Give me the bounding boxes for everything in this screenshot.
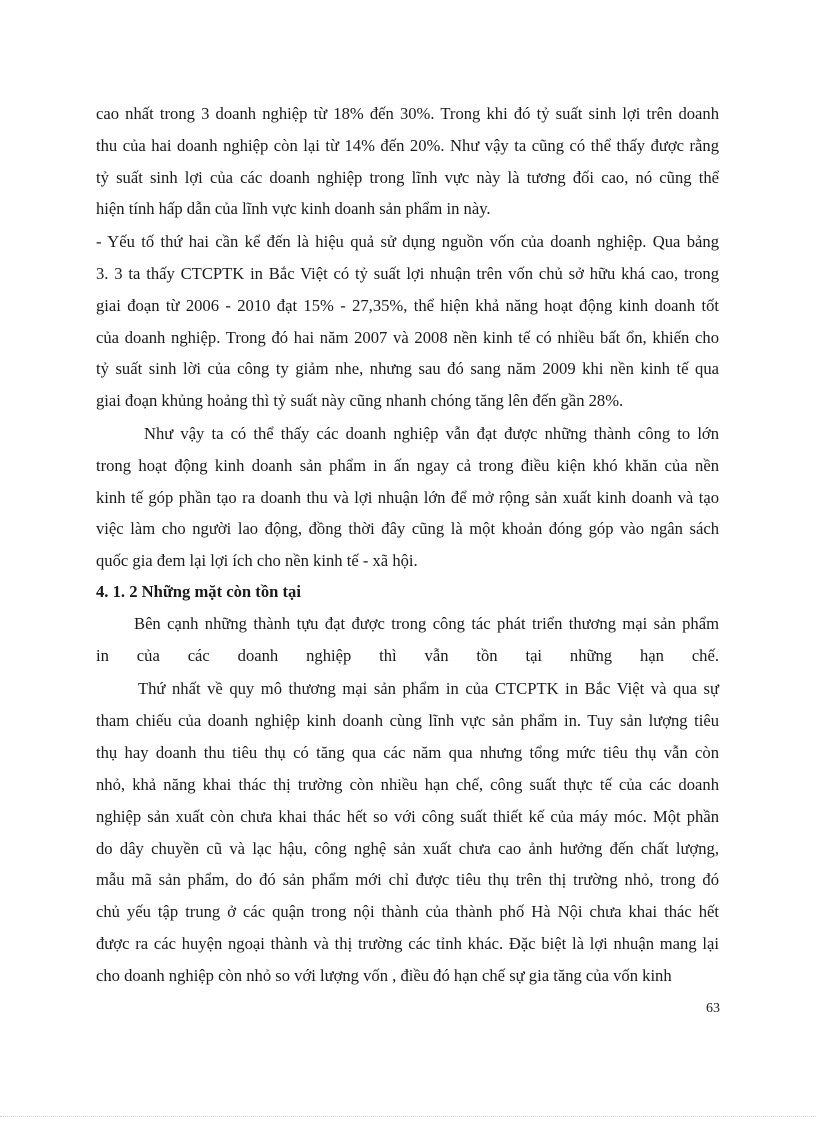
text-line: - Yếu tố thứ hai cần kể đến là hiệu quả sử dụng nguồn vốn của doanh nghiệp. Qua bảng	[96, 232, 719, 251]
text-line: giai đoạn từ 2006 - 2010 đạt 15% - 27,35%, thể hiện khả năng hoạt động kinh doanh tốt	[96, 296, 719, 315]
text-line: do dây chuyền cũ và lạc hậu, công nghệ sản xuất chưa cao ảnh hưởng đến chất lượng,	[96, 839, 719, 858]
section-heading: 4. 1. 2 Những mặt còn tồn tại	[96, 582, 301, 601]
page-bottom-divider	[0, 1116, 816, 1117]
text-line: việc làm cho người lao động, đồng thời đây cũng là một khoản đóng góp vào ngân sách	[96, 519, 719, 538]
text-line: giai đoạn khủng hoảng thì tỷ suất này cũng nhanh chóng tăng lên đến gần 28%.	[96, 391, 624, 410]
text-line: được ra các huyện ngoại thành và thị trường các tỉnh khác. Đặc biệt là lợi nhuận mang lại	[96, 934, 719, 953]
page-number: 63	[706, 1001, 720, 1016]
text-line: nhỏ, khả năng khai thác thị trường còn nhiều hạn chế, công suất thực tế của các doanh	[96, 775, 719, 794]
text-line: trong hoạt động kinh doanh sản phẩm in ấn ngay cả trong điều kiện khó khăn của nền	[96, 456, 719, 475]
text-line: tỷ suất sinh lời của công ty giảm nhe, nhưng sau đó sang năm 2009 khi nền kinh tế qua	[96, 359, 719, 378]
text-line: kinh tế góp phần tạo ra doanh thu và lợi nhuận lớn để mở rộng sản xuất kinh doanh và tạo	[96, 488, 719, 507]
text-line: mẫu mã sản phẩm, do đó sản phẩm mới chỉ được tiêu thụ trên thị trường nhỏ, trong đó	[96, 870, 719, 889]
text-line: Bên cạnh những thành tựu đạt được trong công tác phát triển thương mại sản phẩm	[134, 614, 719, 633]
text-line: cao nhất trong 3 doanh nghiệp từ 18% đến 30%. Trong khi đó tỷ suất sinh lợi trên doanh	[96, 104, 719, 123]
text-line: Thứ nhất về quy mô thương mại sản phẩm in của CTCPTK in Bắc Việt và qua sự	[138, 679, 719, 698]
text-line: hiện tính hấp dẫn của lĩnh vực kinh doanh sản phẩm in này.	[96, 199, 491, 218]
text-line: thu của hai doanh nghiệp còn lại từ 14% đến 20%. Như vậy ta cũng có thể thấy được rằng	[96, 136, 719, 155]
text-line: quốc gia đem lại lợi ích cho nền kinh tế - xã hội.	[96, 551, 418, 570]
text-line: 3. 3 ta thấy CTCPTK in Bắc Việt có tỷ suất lợi nhuận trên vốn chủ sở hữu khá cao, trong	[96, 264, 719, 283]
text-line: in của các doanh nghiệp thì vẫn tồn tại những hạn chế.	[96, 646, 719, 665]
text-line: nghiệp sản xuất còn chưa khai thác hết so với công suất thiết kế của máy móc. Một phần	[96, 807, 719, 826]
text-line: cho doanh nghiệp còn nhỏ so với lượng vốn , điều đó hạn chế sự gia tăng của vốn kinh	[96, 966, 672, 985]
text-line: của doanh nghiệp. Trong đó hai năm 2007 và 2008 nền kinh tế có nhiều bất ổn, khiến cho	[96, 328, 719, 347]
text-line: Như vậy ta có thể thấy các doanh nghiệp vẫn đạt được những thành công to lớn	[144, 424, 719, 443]
text-line: chủ yếu tập trung ở các quận trong nội thành của thành phố Hà Nội chưa khai thác hết	[96, 902, 719, 921]
text-line: thụ hay doanh thu tiêu thụ có tăng qua các năm qua nhưng tổng mức tiêu thụ vẫn còn	[96, 743, 719, 762]
text-line: tỷ suất sinh lợi của các doanh nghiệp trong lĩnh vực này là tương đối cao, nó cũng thể	[96, 168, 719, 187]
text-line: tham chiếu của doanh nghiệp kinh doanh cùng lĩnh vực sản phẩm in. Tuy sản lượng tiêu	[96, 711, 719, 730]
